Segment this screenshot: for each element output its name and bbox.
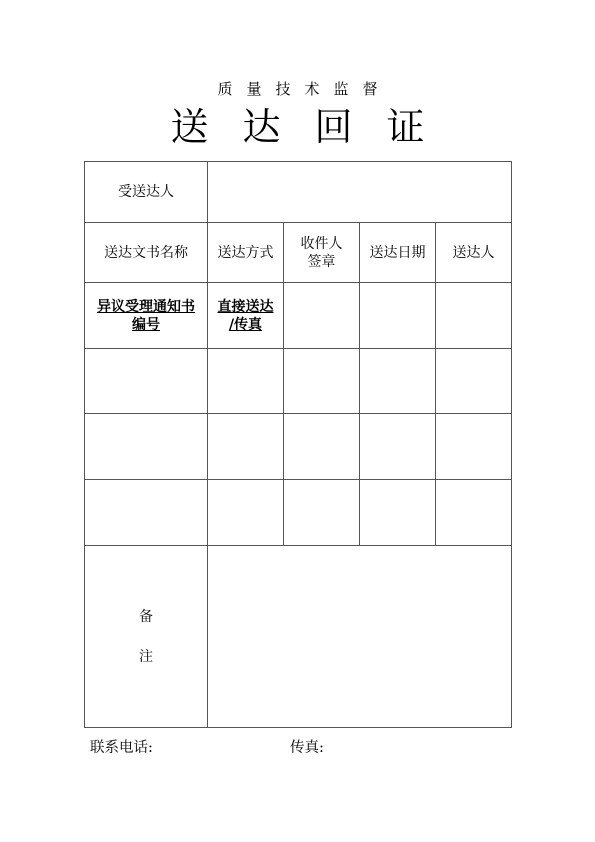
signature-cell[interactable] [284, 480, 360, 546]
document-subtitle: 质量技术监督 [217, 80, 392, 98]
doc-name-cell [85, 283, 208, 349]
recipient-label: 受送达人 [85, 162, 208, 223]
col-header-method: 送达方式 [208, 223, 284, 283]
date-cell[interactable] [360, 349, 436, 414]
recipient-field[interactable] [208, 162, 512, 223]
doc-name-line2: 编号 [132, 316, 160, 333]
remarks-label-line2: 注 [139, 648, 153, 665]
delivery-receipt-table [84, 161, 512, 728]
doc-name-cell[interactable] [85, 480, 208, 546]
date-cell[interactable] [360, 480, 436, 546]
signature-cell[interactable] [284, 283, 360, 349]
method-cell[interactable] [208, 349, 284, 414]
table-row [85, 414, 512, 480]
document-title: 送达回证 [170, 105, 459, 149]
doc-name-line1: 异议受理通知书 [97, 298, 195, 315]
date-cell[interactable] [360, 283, 436, 349]
remarks-label-line1: 备 [139, 608, 153, 625]
method-cell [208, 283, 284, 349]
remarks-row [85, 546, 512, 728]
signature-cell[interactable] [284, 349, 360, 414]
method-cell[interactable] [208, 414, 284, 480]
table-row [85, 283, 512, 349]
col-header-server: 送达人 [436, 223, 512, 283]
recipient-row [85, 162, 512, 223]
server-cell[interactable] [436, 283, 512, 349]
col-header-date: 送达日期 [360, 223, 436, 283]
doc-name-cell[interactable] [85, 349, 208, 414]
col-header-signature [284, 223, 360, 283]
col-header-doc-name: 送达文书名称 [85, 223, 208, 283]
remarks-label [85, 546, 208, 728]
table-row [85, 349, 512, 414]
table-row [85, 480, 512, 546]
server-cell[interactable] [436, 480, 512, 546]
col-header-signature-line1: 收件人 [300, 235, 343, 252]
signature-cell[interactable] [284, 414, 360, 480]
fax-label: 传真: [290, 740, 324, 756]
server-cell[interactable] [436, 414, 512, 480]
method-line2: /传真 [228, 316, 263, 333]
method-line1: 直接送达 [217, 298, 274, 315]
header-row [85, 223, 512, 283]
doc-name-cell[interactable] [85, 414, 208, 480]
col-header-signature-line2: 签章 [307, 253, 336, 270]
remarks-field[interactable] [208, 546, 512, 728]
date-cell[interactable] [360, 414, 436, 480]
method-cell[interactable] [208, 480, 284, 546]
server-cell[interactable] [436, 349, 512, 414]
contact-phone-label: 联系电话: [90, 740, 153, 756]
